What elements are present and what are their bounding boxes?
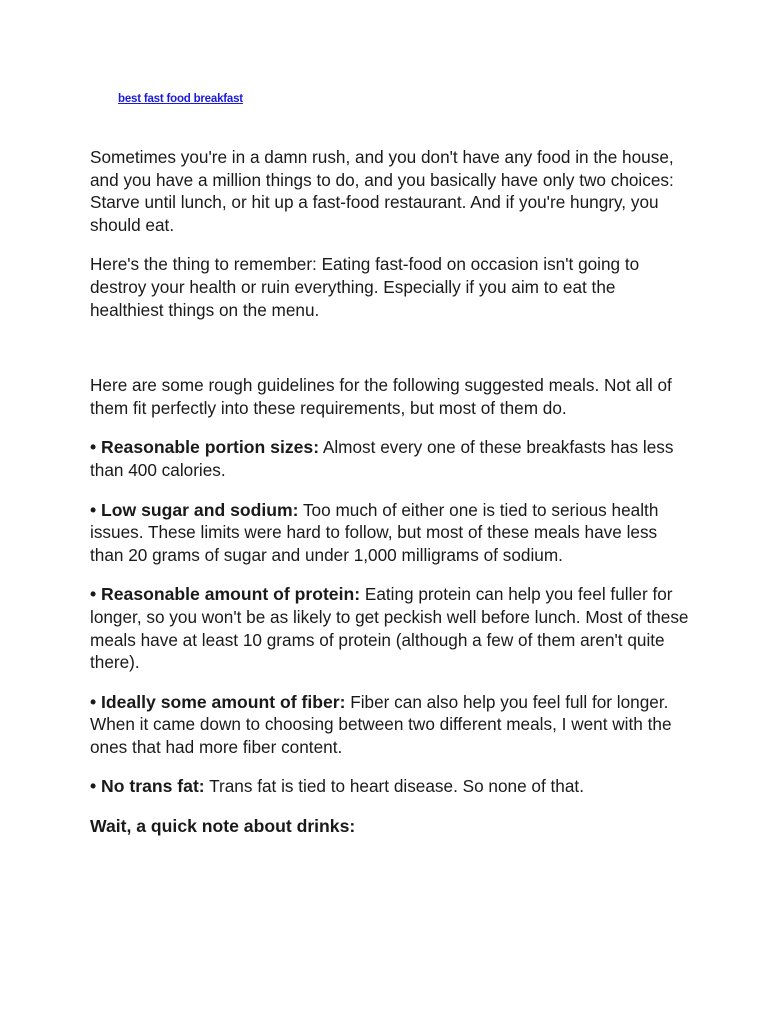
bullet-label: • Low sugar and sodium: xyxy=(90,499,299,520)
bullet-trans-fat xyxy=(90,775,690,798)
intro-paragraph: Sometimes you're in a damn rush, and you don't have any food in the house, and you have a million things to do, and you basically have only two choices: Starve until lunch, or hit up a fast-food restaurant. And if you're hungry, you should eat. xyxy=(90,147,674,235)
bullet-protein xyxy=(90,583,690,673)
bullet-text: Too much of either one is tied to serious health issues. These limits were hard to follow, but most of these meals have less than 20 grams of sugar and under 1,000 milligrams of sodium. xyxy=(90,499,659,565)
bullet-label: • No trans fat: xyxy=(90,776,205,797)
bullet-portion-sizes xyxy=(90,436,690,481)
bullet-fiber xyxy=(90,691,690,759)
bullet-text: Trans fat is tied to heart disease. So none of that. xyxy=(204,776,584,797)
reminder-paragraph: Here's the thing to remember: Eating fast-food on occasion isn't going to destroy your health or ruin everything. Especially if you aim to eat the healthiest things on the menu. xyxy=(90,254,640,320)
bullet-label: • Reasonable portion sizes: xyxy=(90,437,320,458)
article-body xyxy=(90,146,690,838)
drinks-heading: Wait, a quick note about drinks: xyxy=(90,816,356,837)
bullet-text: Almost every one of these breakfasts has less than 400 calories. xyxy=(90,437,674,480)
bullet-sugar-sodium xyxy=(90,499,690,567)
best-fast-food-breakfast-link[interactable]: best fast food breakfast xyxy=(118,93,243,105)
guidelines-paragraph: Here are some rough guidelines for the following suggested meals. Not all of them fit perfectly into these requirements, but most of them do. xyxy=(90,375,672,418)
bullet-label: • Ideally some amount of fiber: xyxy=(90,691,346,712)
bullet-label: • Reasonable amount of protein: xyxy=(90,584,361,605)
bullet-text: Fiber can also help you feel full for longer. When it came down to choosing between two different meals, I went with the ones that had more fiber content. xyxy=(90,691,672,757)
bullet-text: Eating protein can help you feel fuller for longer, so you won't be as likely to get peckish well before lunch. Most of these meals have at least 10 grams of protein (although a few of them aren't quite there). xyxy=(90,584,689,673)
